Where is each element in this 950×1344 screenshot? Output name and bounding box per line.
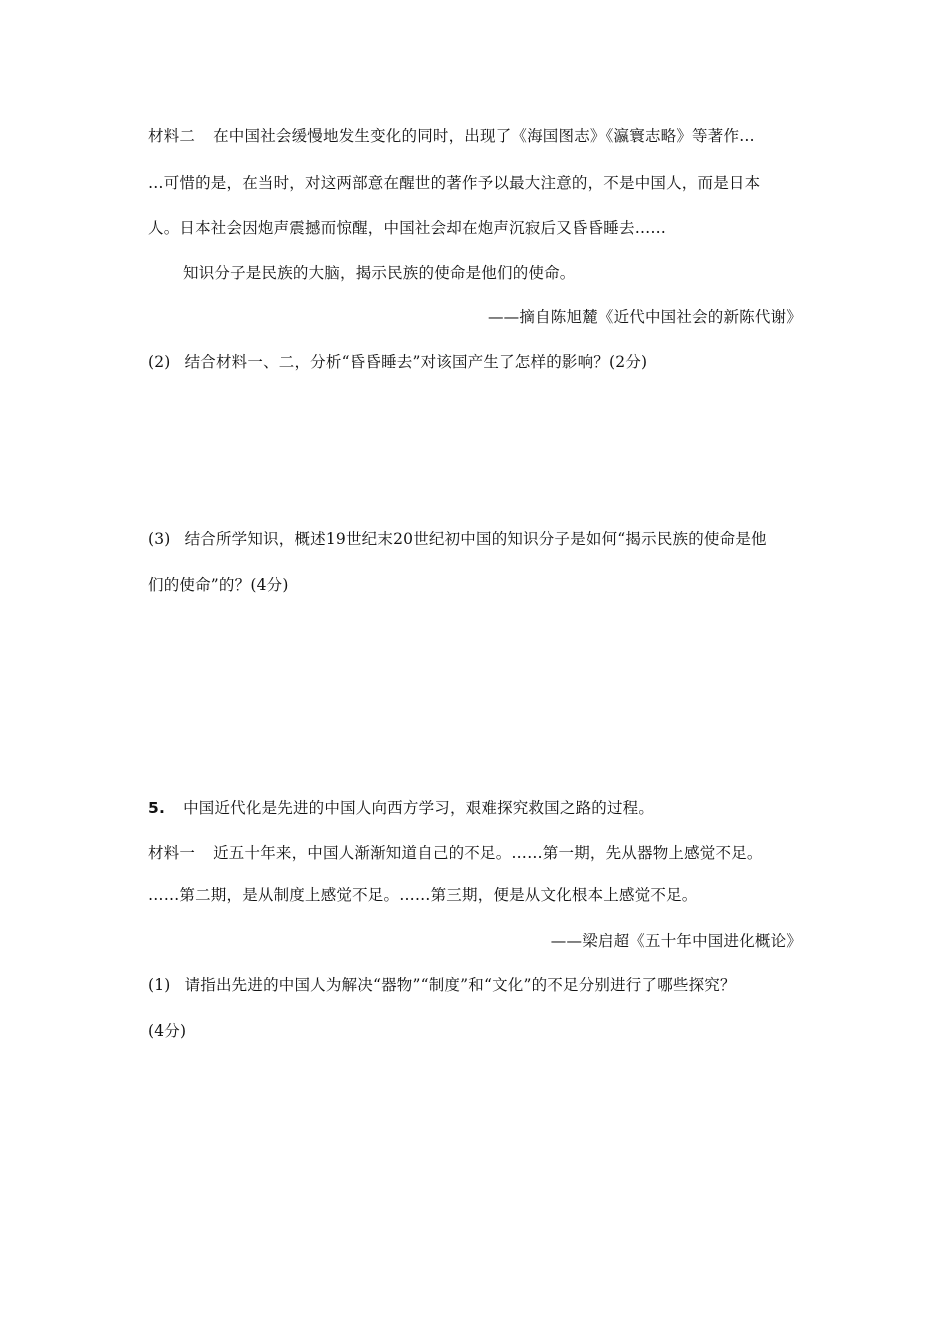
material2-source: ——摘自陈旭麓《近代中国社会的新陈代谢》 <box>487 308 802 326</box>
material1-line-1 <box>148 843 763 863</box>
material1-label: 材料一 <box>148 844 196 862</box>
question-4-3 <box>148 529 767 549</box>
question-4-3-text-1: 结合所学知识，概述19世纪末20世纪初中国的知识分子是如何“揭示民族的使命是他 <box>184 530 767 548</box>
question-4-2 <box>148 352 647 372</box>
material2-line-4: 知识分子是民族的大脑，揭示民族的使命是他们的使命。 <box>183 264 576 282</box>
question-4-2-text: 结合材料一、二，分析“昏昏睡去”对该国产生了怎样的影响？(2分) <box>184 353 648 371</box>
question-5-stem <box>148 798 654 818</box>
question-5-1-text-2: (4分) <box>148 1022 187 1040</box>
question-5-number: 5. <box>148 799 166 817</box>
material2-line-1 <box>148 126 755 146</box>
question-5-1 <box>148 975 736 995</box>
question-5-text: 中国近代化是先进的中国人向西方学习，艰难探究救国之路的过程。 <box>183 799 655 817</box>
question-5-1-number: (1) <box>148 976 171 994</box>
material2-text-1: 在中国社会缓慢地发生变化的同时，出现了《海国图志》《瀛寰志略》等著作… <box>213 127 755 145</box>
question-4-3-text-2: 们的使命”的？(4分) <box>148 576 289 594</box>
material1-text-1: 近五十年来，中国人渐渐知道自己的不足。……第一期，先从器物上感觉不足。 <box>213 844 763 862</box>
material2-line-3: 人。日本社会因炮声震撼而惊醒，中国社会却在炮声沉寂后又昏昏睡去…… <box>148 219 667 237</box>
material1-line-2: ……第二期，是从制度上感觉不足。……第三期，便是从文化根本上感觉不足。 <box>148 886 698 904</box>
material1-source: ——梁启超《五十年中国进化概论》 <box>550 932 802 950</box>
question-5-1-text-1: 请指出先进的中国人为解决“器物”“制度”和“文化”的不足分别进行了哪些探究？ <box>184 976 736 994</box>
question-4-2-number: (2) <box>148 353 171 371</box>
material2-line-2: …可惜的是，在当时，对这两部意在醒世的著作予以最大注意的，不是中国人，而是日本 <box>148 174 761 192</box>
question-4-3-number: (3) <box>148 530 171 548</box>
material2-label: 材料二 <box>148 127 196 145</box>
